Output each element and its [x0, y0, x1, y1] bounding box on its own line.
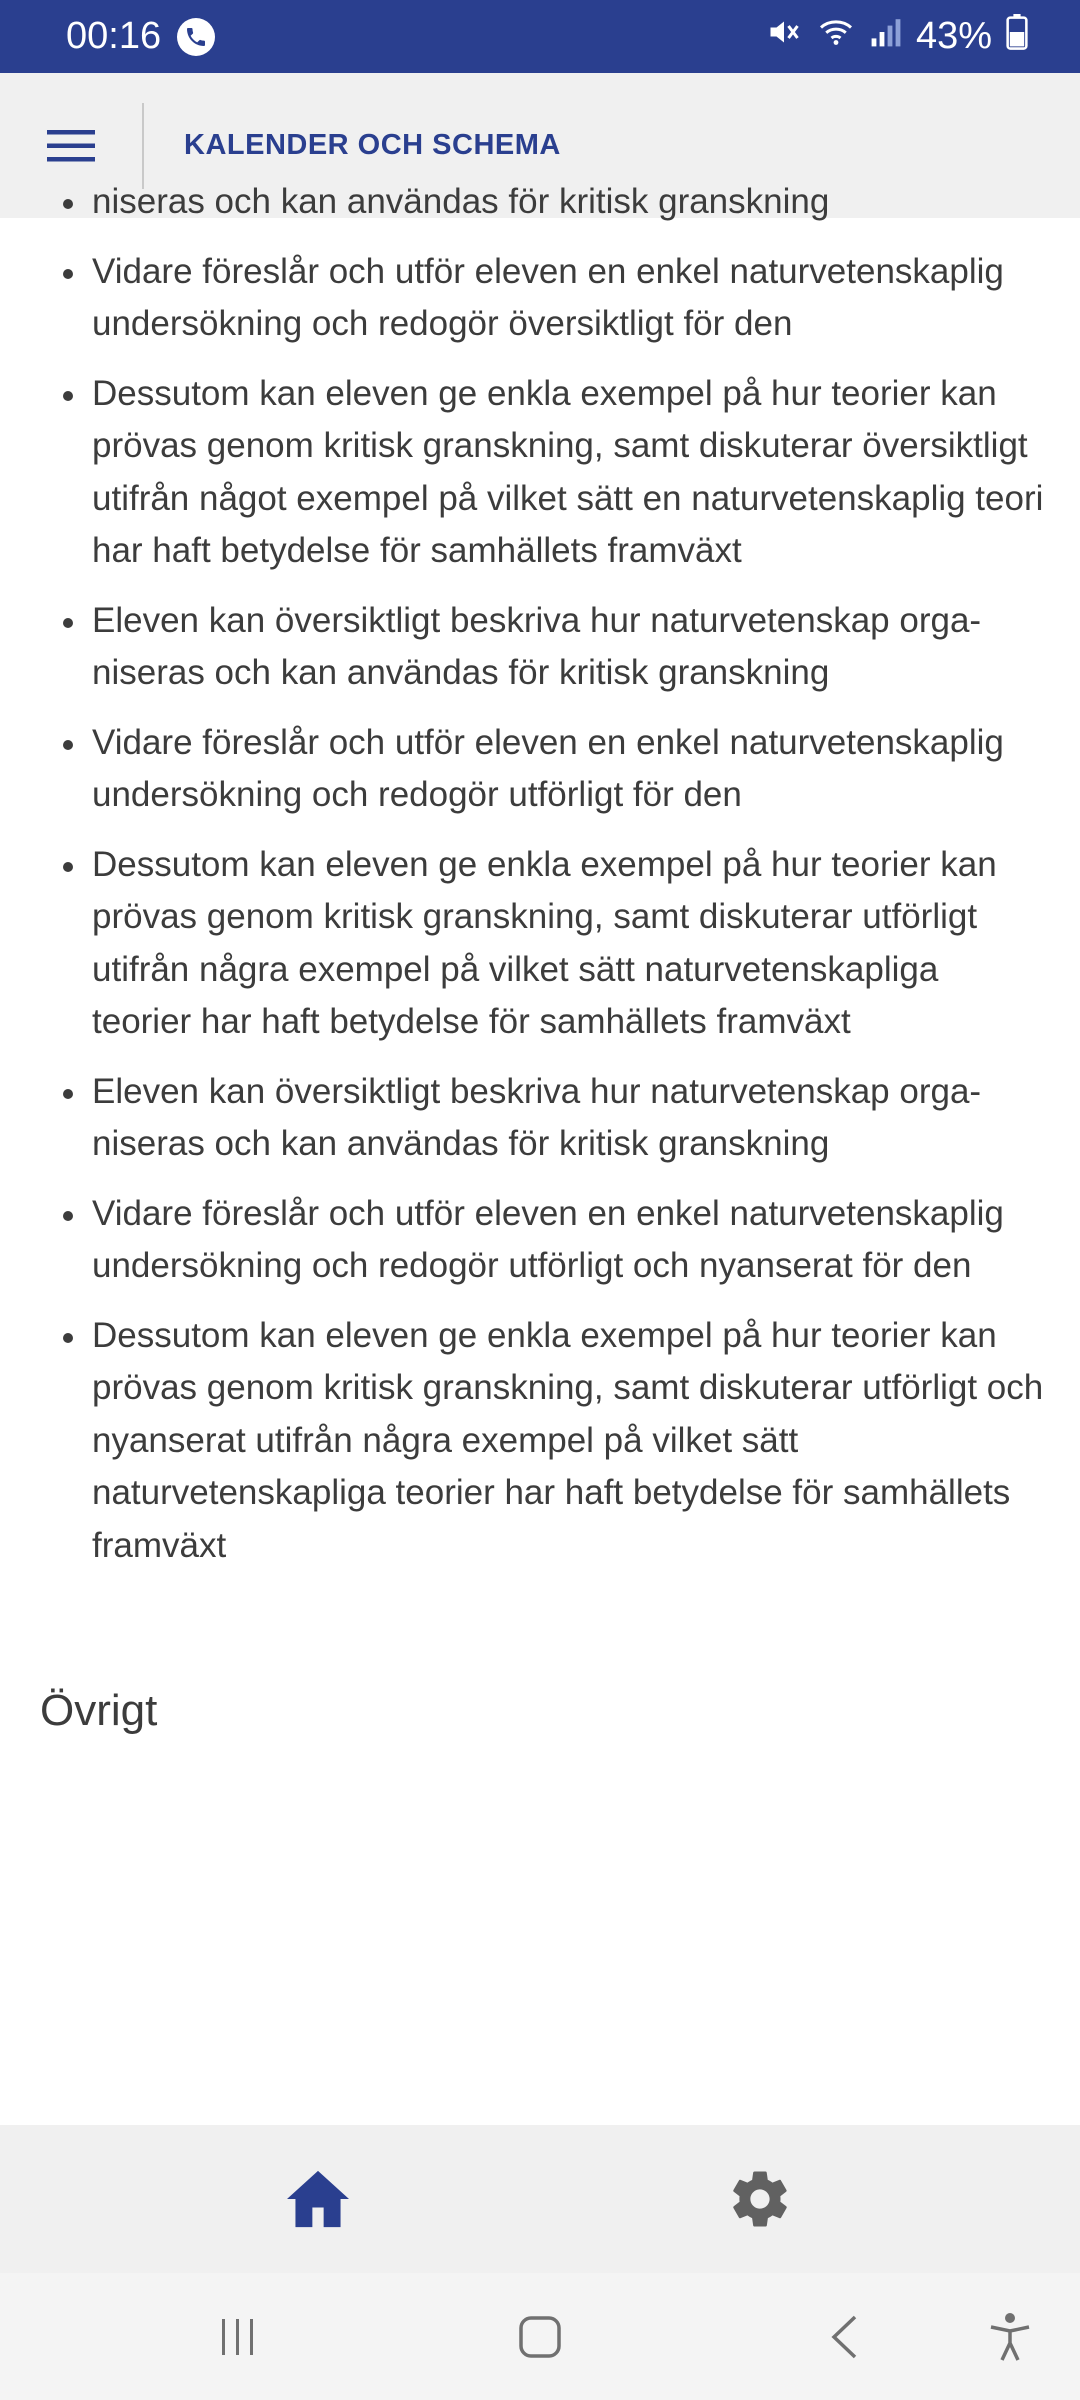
hamburger-menu-icon	[47, 128, 95, 164]
home-system-button[interactable]	[500, 2273, 580, 2400]
accessibility-button[interactable]	[970, 2273, 1050, 2400]
list-item: Vidare föreslår och utför eleven en enkel naturvetenskaplig undersökning och redogör utförligt för den	[92, 717, 1046, 822]
list-item: Vidare föreslår och utför eleven en enkel naturvetenskaplig undersökning och redogör översiktligt för den	[92, 246, 1046, 351]
home-square-icon	[518, 2315, 562, 2359]
back-chevron-icon	[829, 2314, 859, 2360]
status-left	[66, 15, 215, 58]
wifi-icon	[816, 14, 856, 60]
home-icon	[284, 2168, 352, 2230]
list-item-partial: niseras och kan användas för kritisk granskning	[92, 176, 1046, 229]
list-item: Dessutom kan eleven ge enkla exempel på hur teorier kan prövas genom kritisk granskning, samt diskuterar utförligt och nyanserat utifrån några exempel på vilket sätt naturvetenskapliga teorier har haft betydelse för samhällets framväxt	[92, 1310, 1046, 1573]
accessibility-icon	[988, 2312, 1032, 2362]
list-item: Dessutom kan eleven ge enkla exempel på hur teorier kan prövas genom kritisk granskning, samt diskuterar översiktligt utifrån något exempel på vilket sätt en naturvetenskaplig teori har haft betydelse för samhällets framväxt	[92, 368, 1046, 578]
page-title: KALENDER OCH SCHEMA	[184, 129, 561, 161]
mute-icon	[766, 14, 802, 60]
criteria-list	[0, 176, 1080, 1572]
system-nav-bar	[0, 2273, 1080, 2400]
signal-icon	[870, 15, 902, 59]
status-time: 00:16	[66, 15, 162, 57]
nav-home-button[interactable]	[268, 2125, 368, 2273]
recent-apps-button[interactable]	[198, 2273, 278, 2400]
call-icon	[177, 18, 215, 56]
list-item: Eleven kan översiktligt beskriva hur naturvetenskap organiseras och kan användas för kritisk granskning	[92, 595, 1046, 700]
status-bar	[0, 0, 1080, 73]
nav-settings-button[interactable]	[710, 2125, 810, 2273]
list-item: Dessutom kan eleven ge enkla exempel på hur teorier kan prövas genom kritisk granskning, samt diskuterar utförligt utifrån några exempel på vilket sätt naturvetenskapliga teorier har haft betydelse för samhällets framväxt	[92, 839, 1046, 1049]
back-button[interactable]	[804, 2273, 884, 2400]
battery-icon	[1006, 14, 1028, 60]
content-scroll	[0, 176, 1080, 1736]
recent-apps-icon	[218, 2317, 258, 2357]
battery-text: 43%	[915, 15, 992, 57]
gear-icon	[727, 2166, 793, 2232]
bottom-nav	[0, 2125, 1080, 2273]
status-right	[766, 14, 1028, 60]
content-area[interactable]	[0, 182, 1080, 2125]
list-item: Vidare föreslår och utför eleven en enkel naturvetenskaplig undersökning och redogör utförligt och nyanserat för den	[92, 1188, 1046, 1293]
section-heading-ovrigt: Övrigt	[40, 1686, 158, 1735]
list-item: Eleven kan översiktligt beskriva hur naturvetenskap organiseras och kan användas för kritisk granskning	[92, 1066, 1046, 1171]
